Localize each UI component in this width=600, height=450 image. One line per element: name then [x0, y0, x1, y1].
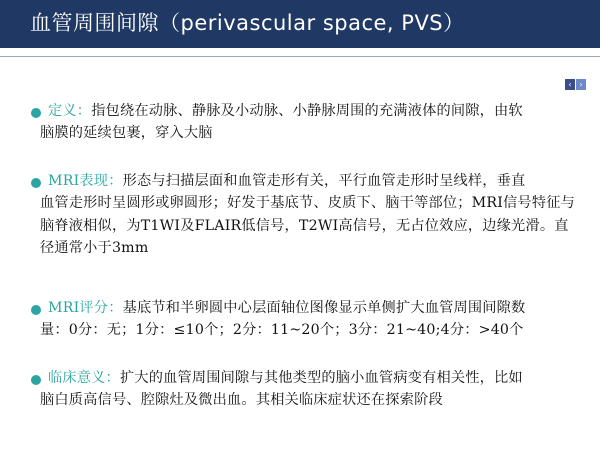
item-body: 基底节和半卵圆中心层面轴位图像显示单侧扩大血管周围间隙数: [122, 300, 526, 316]
item-text: [40, 170, 580, 260]
item-text: [40, 367, 580, 412]
item-label: 定义：: [48, 103, 92, 119]
next-arrow-icon[interactable]: ›: [576, 79, 586, 90]
item-text: [40, 100, 580, 145]
item-body-cont: 脑白质高信号、腔隙灶及微出血。其相关临床症状还在探索阶段: [40, 392, 443, 409]
item-body-cont: 血管走形时呈圆形或卵圆形；好发于基底节、皮质下、脑干等部位；MRI信号特征与脑脊液相似，为T1WI及FLAIR低信号，T2WI高信号，无占位效应，边缘光滑。直径通常小于3mm: [40, 195, 575, 257]
item-label: MRI表现：: [48, 173, 123, 189]
prev-arrow-icon[interactable]: ‹: [565, 79, 575, 90]
item-label: MRI评分：: [48, 300, 123, 316]
slide-title: 血管周围间隙（perivascular space, PVS）: [30, 11, 465, 35]
item-body: 形态与扫描层面和血管走形有关，平行血管走形时呈线样，垂直: [122, 173, 526, 189]
item-body: 指包绕在动脉、静脉及小动脉、小静脉周围的充满液体的间隙，由软: [91, 103, 523, 119]
item-body: 扩大的血管周围间隙与其他类型的脑小血管病变有相关性，比如: [119, 370, 523, 386]
item-body-cont: 量：0分：无；1分：≤10个；2分：11~20个；3分：21~40;4分：>40个: [40, 322, 524, 339]
item-text: [40, 297, 580, 342]
item-body-cont: 脑膜的延续包裹，穿入大脑: [40, 125, 213, 142]
item-label: 临床意义：: [48, 370, 120, 386]
